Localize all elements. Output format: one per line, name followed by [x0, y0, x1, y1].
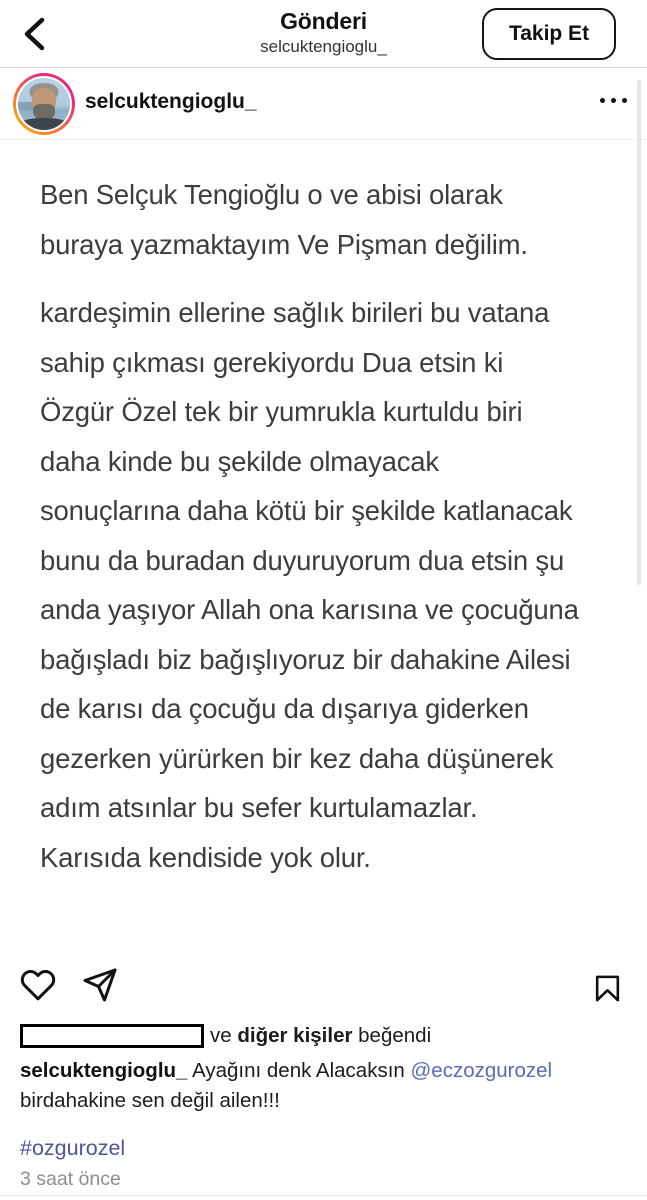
back-button[interactable]	[12, 10, 56, 58]
scrollbar[interactable]	[637, 80, 641, 585]
save-button[interactable]	[587, 968, 627, 1008]
chevron-left-icon	[21, 16, 47, 52]
bookmark-icon	[592, 973, 623, 1004]
action-bar	[0, 963, 647, 1009]
post-username-link[interactable]: selcuktengioglu_	[85, 90, 257, 113]
redacted-liker-name	[20, 1024, 204, 1048]
avatar	[16, 76, 72, 132]
post-paragraph: Ben Selçuk Tengioğlu o ve abisi olarak buraya yazmaktayım Ve Pişman değilim.	[40, 179, 528, 260]
page-subtitle: selcuktengioglu_	[260, 37, 387, 56]
heart-icon	[20, 967, 56, 1003]
like-button[interactable]	[18, 965, 58, 1005]
post-paragraph: kardeşimin ellerine sağlık birileri bu vatana sahip çıkması gerekiyordu Dua etsin ki Özgür Özel tek bir yumrukla kurtuldu biri daha kinde bu şekilde olmayacak sonuçlarına daha kötü bir şekilde katlanacak bunu da buradan duyuruyorum dua etsin şu anda yaşıyor Allah ona karısına ve çocuğuna bağışladı biz bağışlıyoruz bir dahakine Ailesi de karısı da çocuğu da dışarıya giderken gezerken yürürken bir kez daha düşünerek adım atsınlar bu sefer kurtulamazlar. Karısıda kendiside yok olur.	[40, 297, 579, 873]
paper-plane-icon	[82, 967, 118, 1003]
timestamp: 3 saat önce	[20, 1168, 121, 1190]
top-bar	[0, 0, 647, 68]
post-text	[40, 170, 627, 901]
follow-button[interactable]: Takip Et	[482, 8, 616, 60]
likes-prefix: ve	[210, 1024, 232, 1047]
caption-line2: birdahakine sen değil ailen!!!	[20, 1088, 280, 1112]
bottom-divider	[0, 1195, 647, 1196]
avatar-shoulders	[19, 118, 69, 132]
avatar-story-ring[interactable]	[13, 73, 75, 135]
caption-username-link[interactable]: selcuktengioglu_	[20, 1059, 188, 1082]
post-header	[0, 68, 647, 140]
hashtag-link[interactable]: #ozgurozel	[20, 1136, 126, 1160]
caption-text: Ayağını denk Alacaksın	[192, 1059, 405, 1082]
share-button[interactable]	[80, 965, 120, 1005]
ellipsis-icon	[600, 98, 627, 103]
likes-others-link[interactable]: diğer kişiler	[237, 1024, 353, 1047]
more-options-button[interactable]	[593, 90, 627, 110]
caption	[20, 1056, 627, 1115]
caption-mention-link[interactable]: @eczozgurozel	[410, 1059, 553, 1082]
title-block	[174, 6, 474, 58]
likes-summary	[20, 1024, 431, 1048]
likes-suffix: beğendi	[358, 1024, 432, 1047]
page-title: Gönderi	[280, 8, 367, 34]
